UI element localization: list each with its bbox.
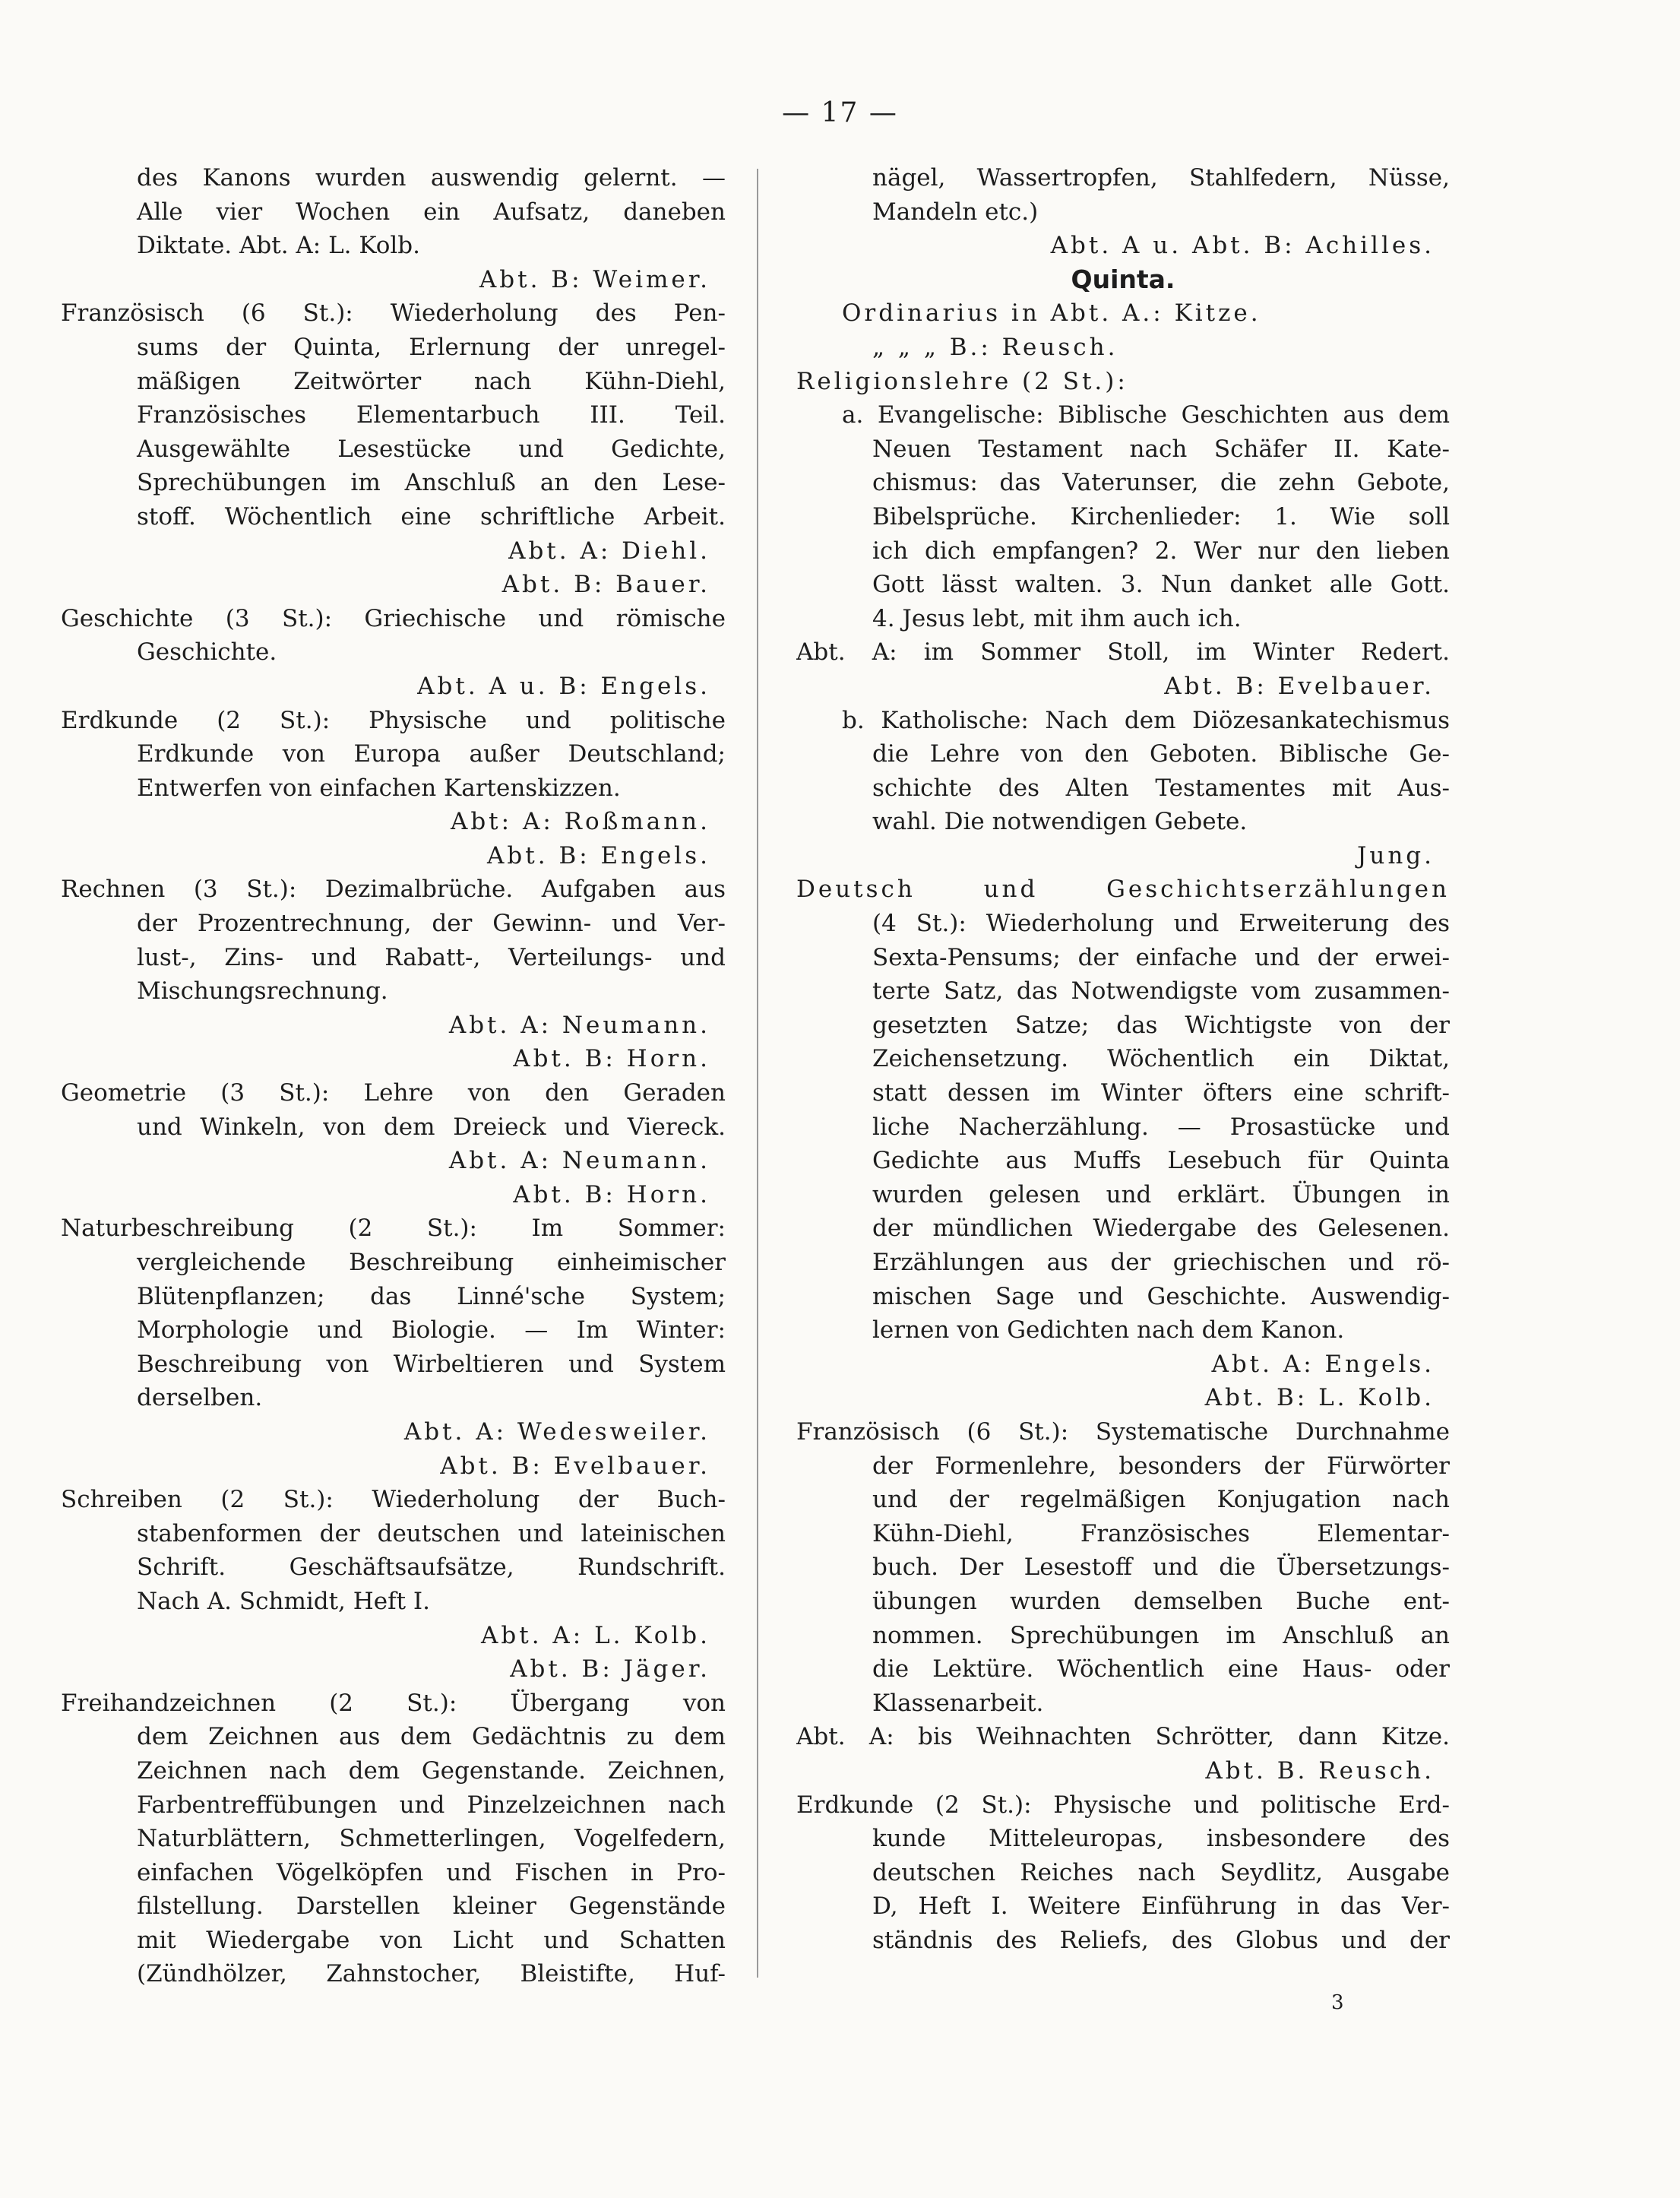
text-line: Jung.: [1356, 841, 1435, 869]
text-line: vergleichende Beschreibung einheimischer: [137, 1249, 726, 1276]
text-line: die Lektüre. Wöchentlich eine Haus- oder: [872, 1655, 1450, 1683]
signature-mark: 3: [1331, 1991, 1344, 2014]
text-line: mäßigen Zeitwörter nach Kühn-Diehl,: [137, 367, 726, 395]
text-line: mit Wiedergabe von Licht und Schatten: [137, 1926, 726, 1954]
text-line: buch. Der Lesestoff und die Übersetzungs-: [872, 1553, 1450, 1582]
left-column: [61, 161, 726, 1991]
text-line: stoff. Wöchentlich eine schriftliche Arbeit.: [137, 502, 726, 530]
text-line: Geschichte (3 St.): Griechische und römische: [61, 604, 726, 632]
page-number: — 17 —: [782, 97, 898, 128]
text-line: nägel, Wassertropfen, Stahlfedern, Nüsse,: [872, 164, 1450, 192]
text-line: dem Zeichnen aus dem Gedächtnis zu dem: [137, 1723, 726, 1751]
text-line: Geschichte.: [137, 638, 277, 667]
text-line: nommen. Sprechübungen im Anschluß an: [872, 1621, 1450, 1649]
text-line: Abt. B: Evelbauer.: [1164, 672, 1435, 700]
text-line: Abt. A u. B: Engels.: [417, 672, 710, 700]
text-line: Schrift. Geschäftsaufsätze, Rundschrift.: [137, 1553, 726, 1582]
text-line: Abt. B: Weimer.: [479, 265, 710, 293]
text-line: lust-, Zins- und Rabatt-, Verteilungs- und: [137, 943, 726, 971]
text-line: kunde Mitteleuropas, insbesondere des: [872, 1825, 1450, 1853]
text-line: filstellung. Darstellen kleiner Gegenstände: [137, 1892, 726, 1921]
text-line: Erzählungen aus der griechischen und rö-: [872, 1249, 1450, 1276]
text-line: Freihandzeichnen (2 St.): Übergang von: [61, 1689, 726, 1717]
text-line: Abt. B. Reusch.: [1205, 1756, 1435, 1785]
text-line: Naturbeschreibung (2 St.): Im Sommer:: [61, 1215, 726, 1243]
text-line: der Prozentrechnung, der Gewinn- und Ver-: [137, 910, 726, 938]
text-line: Abt. A: bis Weihnachten Schrötter, dann Kitze.: [796, 1723, 1450, 1751]
text-line: die Lehre von den Geboten. Biblische Ge-: [872, 740, 1450, 768]
text-line: Abt. B: Horn.: [513, 1180, 710, 1208]
text-line: Ausgewählte Lesestücke und Gedichte,: [137, 435, 726, 463]
text-line: Gedichte aus Muffs Lesebuch für Quinta: [872, 1147, 1450, 1175]
text-line: wurden gelesen und erklärt. Übungen in: [872, 1180, 1450, 1208]
text-line: Französisch (6 St.): Wiederholung des Pen-: [61, 299, 726, 328]
text-line: Abt. B: Jäger.: [510, 1655, 710, 1683]
text-line: Abt. B: Evelbauer.: [440, 1452, 710, 1480]
text-line: Mandeln etc.): [872, 198, 1039, 226]
text-line: einfachen Vögelköpfen und Fischen in Pro-: [137, 1858, 726, 1886]
text-line: lernen von Gedichten nach dem Kanon.: [872, 1316, 1345, 1344]
text-line: D, Heft I. Weitere Einführung in das Ver-: [872, 1892, 1450, 1921]
text-line: Morphologie und Biologie. — Im Winter:: [137, 1316, 726, 1344]
text-line: schichte des Alten Testamentes mit Aus-: [872, 774, 1450, 802]
text-line: und der regelmäßigen Konjugation nach: [872, 1486, 1450, 1514]
text-line: Französisch (6 St.): Systematische Durchnahme: [796, 1417, 1450, 1446]
text-line: Neuen Testament nach Schäfer II. Kate-: [872, 435, 1450, 463]
text-line: übungen wurden demselben Buche ent-: [872, 1587, 1450, 1615]
text-line: Abt. A: Engels.: [1211, 1350, 1435, 1378]
text-line: Kühn-Diehl, Französisches Elementar-: [872, 1519, 1450, 1547]
text-line: terte Satz, das Notwendigste vom zusammen-: [872, 977, 1450, 1006]
text-line: Abt. A: Neumann.: [448, 1011, 710, 1039]
text-line: Blütenpflanzen; das Linné'sche System;: [137, 1282, 726, 1310]
text-line: chismus: das Vaterunser, die zehn Gebote,: [872, 469, 1450, 497]
text-line: Entwerfen von einfachen Kartenskizzen.: [137, 774, 621, 802]
text-line: 4. Jesus lebt, mit ihm auch ich.: [872, 604, 1242, 632]
text-line: Alle vier Wochen ein Aufsatz, daneben: [137, 198, 726, 226]
text-line: Abt. A: Diehl.: [508, 537, 710, 565]
text-line: Nach A. Schmidt, Heft I.: [137, 1587, 431, 1615]
text-line: der mündlichen Wiedergabe des Gelesenen.: [872, 1215, 1450, 1243]
text-line: Abt. A: L. Kolb.: [481, 1621, 710, 1649]
text-line: Zeichnen nach dem Gegenstande. Zeichnen,: [137, 1756, 726, 1785]
text-line: Abt. B: L. Kolb.: [1204, 1384, 1435, 1412]
column-divider: [757, 169, 758, 1978]
text-line: Sprechübungen im Anschluß an den Lese-: [137, 469, 726, 497]
text-line: wahl. Die notwendigen Gebete.: [872, 808, 1248, 836]
text-line: „ „ „ B.: Reusch.: [872, 333, 1118, 361]
text-line: mischen Sage und Geschichte. Auswendig-: [872, 1282, 1450, 1310]
text-line: sums der Quinta, Erlernung der unregel-: [137, 333, 726, 361]
text-line: Rechnen (3 St.): Dezimalbrüche. Aufgaben aus: [61, 876, 726, 904]
text-line: Beschreibung von Wirbeltieren und System: [137, 1350, 726, 1378]
text-line: Abt. A: Neumann.: [448, 1147, 710, 1175]
text-line: deutschen Reiches nach Seydlitz, Ausgabe: [872, 1858, 1450, 1886]
text-line: Gott lässt walten. 3. Nun danket alle Gott.: [872, 571, 1450, 599]
text-line: Deutsch und Geschichtserzählungen: [796, 876, 1450, 904]
text-line: Religionslehre (2 St.):: [796, 367, 1128, 395]
text-line: Abt. A: im Sommer Stoll, im Winter Redert.: [796, 638, 1450, 667]
text-line: Ordinarius in Abt. A.: Kitze.: [842, 299, 1261, 328]
text-line: Französisches Elementarbuch III. Teil.: [137, 401, 726, 429]
text-line: Abt. A: Wedesweiler.: [403, 1417, 710, 1446]
text-line: statt dessen im Winter öfters eine schrift-: [872, 1079, 1450, 1107]
text-line: Erdkunde von Europa außer Deutschland;: [137, 740, 726, 768]
text-line: (Zündhölzer, Zahnstocher, Bleistifte, Huf-: [137, 1960, 726, 1988]
text-line: und Winkeln, von dem Dreieck und Viereck.: [137, 1113, 726, 1141]
text-line: Bibelsprüche. Kirchenlieder: 1. Wie soll: [872, 502, 1450, 530]
text-line: ständnis des Reliefs, des Globus und der: [872, 1926, 1450, 1954]
text-line: Sexta-Pensums; der einfache und der erwei-: [872, 943, 1450, 971]
text-line: des Kanons wurden auswendig gelernt. —: [137, 164, 726, 192]
text-line: derselben.: [137, 1384, 263, 1412]
text-line: a. Evangelische: Biblische Geschichten aus dem: [842, 401, 1450, 429]
text-line: Erdkunde (2 St.): Physische und politische: [61, 706, 726, 734]
text-line: Erdkunde (2 St.): Physische und politische Erd-: [796, 1791, 1450, 1819]
text-line: Abt. B: Engels.: [487, 841, 710, 869]
text-line: stabenformen der deutschen und lateinischen: [137, 1519, 726, 1547]
text-line: ich dich empfangen? 2. Wer nur den lieben: [872, 537, 1450, 565]
text-line: Schreiben (2 St.): Wiederholung der Buch-: [61, 1486, 726, 1514]
text-line: Mischungsrechnung.: [137, 977, 388, 1006]
text-line: gesetzten Satze; das Wichtigste von der: [872, 1011, 1450, 1039]
text-line: Quinta.: [1071, 264, 1175, 294]
right-column: [796, 161, 1450, 1957]
text-line: Geometrie (3 St.): Lehre von den Geraden: [61, 1079, 726, 1107]
text-line: Abt: A: Roßmann.: [450, 808, 710, 836]
text-line: Diktate. Abt. A: L. Kolb.: [137, 232, 420, 260]
text-line: Abt. B: Bauer.: [501, 571, 710, 599]
text-line: Naturblättern, Schmetterlingen, Vogelfedern,: [137, 1825, 726, 1853]
text-line: liche Nacherzählung. — Prosastücke und: [872, 1113, 1450, 1141]
text-line: b. Katholische: Nach dem Diözesankatechismus: [842, 706, 1450, 734]
text-line: (4 St.): Wiederholung und Erweiterung des: [872, 910, 1450, 938]
text-line: Abt. A u. Abt. B: Achilles.: [1050, 232, 1435, 260]
text-line: Farbentreffübungen und Pinzelzeichnen nach: [137, 1791, 726, 1819]
text-line: Abt. B: Horn.: [513, 1045, 710, 1073]
text-line: Zeichensetzung. Wöchentlich ein Diktat,: [872, 1045, 1450, 1073]
text-line: der Formenlehre, besonders der Fürwörter: [872, 1452, 1450, 1480]
text-line: Klassenarbeit.: [872, 1689, 1044, 1717]
